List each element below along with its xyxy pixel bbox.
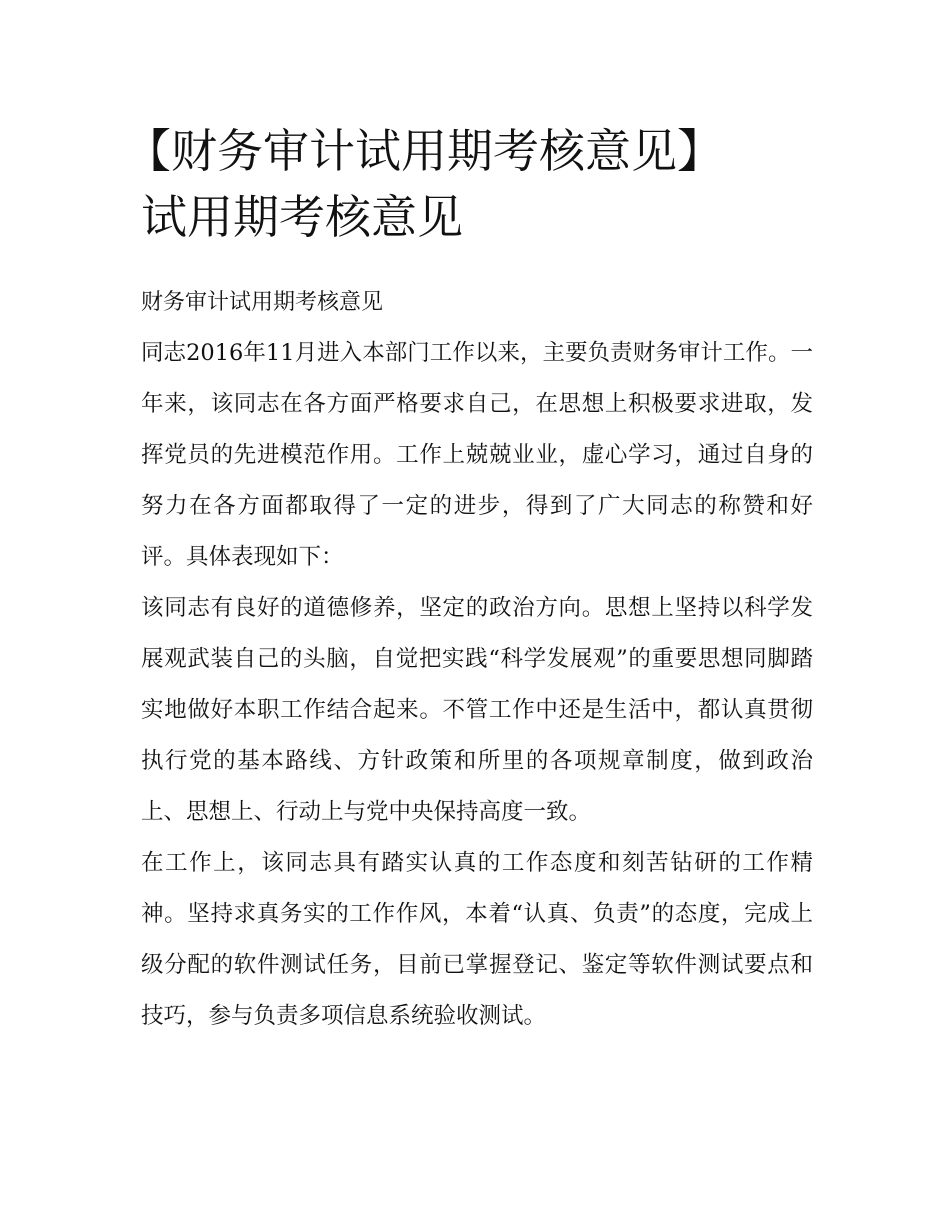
title-line-1: 【财务审计试用期考核意见】: [125, 124, 723, 178]
document-title: [125, 118, 813, 250]
paragraph-political: 该同志有良好的道德修养，坚定的政治方向。思想上坚持以科学发展观武装自己的头脑，自觉把实践“科学发展观”的重要思想同脚踏实地做好本职工作结合起来。不管工作中还是生活中，都认真贯彻执行党的基本路线、方针政策和所里的各项规章制度，做到政治上、思想上、行动上与党中央保持高度一致。: [141, 595, 813, 825]
document-subtitle: 财务审计试用期考核意见: [141, 290, 384, 315]
paragraph-work: 在工作上，该同志具有踏实认真的工作态度和刻苦钻研的工作精神。坚持求真务实的工作作风，本着“认真、负责”的态度，完成上级分配的软件测试任务，目前已掌握登记、鉴定等软件测试要点和技巧，参与负责多项信息系统验收测试。: [141, 850, 813, 1029]
paragraph-intro: 同志2016年11月进入本部门工作以来，主要负责财务审计工作。一年来，该同志在各方面严格要求自己，在思想上积极要求进取，发挥党员的先进模范作用。工作上兢兢业业，虚心学习，通过自身的努力在各方面都取得了一定的进步，得到了广大同志的称赞和好评。具体表现如下：: [141, 340, 813, 570]
document-page: [125, 118, 813, 1042]
title-line-2: 试用期考核意见: [141, 190, 463, 244]
